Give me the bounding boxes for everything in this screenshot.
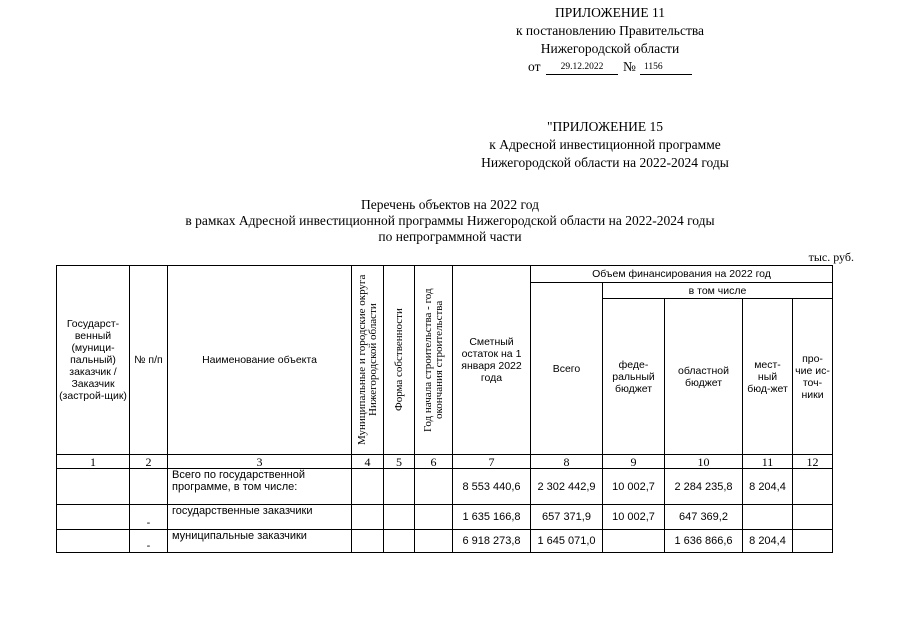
col-num: 5 [384, 455, 415, 469]
title-line-2: в рамках Адресной инвестиционной программы Нижегородской области на 2022-2024 годы [185, 213, 715, 228]
header-regional: областной бюджет [665, 299, 743, 455]
row-marker: - [130, 530, 168, 553]
col-num: 11 [743, 455, 793, 469]
row-marker: - [130, 505, 168, 530]
row-local: 8 204,4 [743, 469, 793, 505]
title-line-1: Перечень объектов на 2022 год [361, 197, 539, 212]
row-balance: 6 918 273,8 [453, 530, 531, 553]
col-num: 1 [57, 455, 130, 469]
row-regional: 2 284 235,8 [665, 469, 743, 505]
row-federal: 10 002,7 [603, 469, 665, 505]
header-local: мест-ный бюд-жет [743, 299, 793, 455]
appendix15-block [440, 118, 770, 172]
decree-date: 29.12.2022 [546, 60, 618, 75]
table-row [57, 469, 833, 505]
row-name: государственные заказчики [168, 505, 352, 530]
date-line [480, 58, 740, 76]
row-name: Всего по государственной программе, в том числе: [168, 469, 352, 505]
header-total: Всего [531, 283, 603, 455]
appendix-number: ПРИЛОЖЕНИЕ 11 [554, 5, 666, 20]
col-num: 9 [603, 455, 665, 469]
units-label: тыс. руб. [808, 250, 854, 264]
appendix15-line-2: Нижегородской области на 2022-2024 годы [481, 155, 729, 170]
col-num: 6 [415, 455, 453, 469]
col-num: 2 [130, 455, 168, 469]
number-label: № [623, 59, 636, 74]
row-other [793, 505, 833, 530]
col-num: 12 [793, 455, 833, 469]
row-total: 2 302 442,9 [531, 469, 603, 505]
from-label: от [528, 59, 541, 74]
header-federal: феде-ральный бюджет [603, 299, 665, 455]
row-balance: 1 635 166,8 [453, 505, 531, 530]
col-num: 4 [352, 455, 384, 469]
row-other [793, 530, 833, 553]
header-line-2: Нижегородской области [540, 41, 680, 56]
row-marker [130, 469, 168, 505]
row-regional: 647 369,2 [665, 505, 743, 530]
header-number: № п/п [130, 266, 168, 455]
header-other: про-чие ис-точ-ники [793, 299, 833, 455]
row-local: 8 204,4 [743, 530, 793, 553]
column-numbers-row [57, 455, 833, 469]
col-num: 8 [531, 455, 603, 469]
header-years: Год начала строительства - год окончания строительства [415, 266, 453, 455]
row-regional: 1 636 866,6 [665, 530, 743, 553]
header-object-name: Наименование объекта [168, 266, 352, 455]
decree-number: 1156 [640, 60, 692, 75]
row-other [793, 469, 833, 505]
col-num: 7 [453, 455, 531, 469]
row-balance: 8 553 440,6 [453, 469, 531, 505]
appendix15-line-1: к Адресной инвестиционной программе [489, 137, 721, 152]
header-including: в том числе [603, 283, 833, 299]
appendix15-title: "ПРИЛОЖЕНИЕ 15 [546, 119, 664, 134]
col-num: 3 [168, 455, 352, 469]
title-line-3: по непрограммной части [378, 229, 522, 244]
row-local [743, 505, 793, 530]
header-districts: Муниципальные и городские округа Нижегородской области [352, 266, 384, 455]
table-row [57, 530, 833, 553]
header-block [480, 4, 740, 76]
row-name: муниципальные заказчики [168, 530, 352, 553]
header-balance: Сметный остаток на 1 января 2022 года [453, 266, 531, 455]
document-title [90, 197, 810, 245]
header-customer: Государст-венный (муници-пальный) заказчик / Заказчик (застрой-щик) [57, 266, 130, 455]
header-financing: Объем финансирования на 2022 год [531, 266, 833, 283]
row-federal [603, 530, 665, 553]
financing-table [56, 265, 833, 553]
row-total: 1 645 071,0 [531, 530, 603, 553]
col-num: 10 [665, 455, 743, 469]
row-total: 657 371,9 [531, 505, 603, 530]
header-line-1: к постановлению Правительства [515, 23, 705, 38]
table-row [57, 505, 833, 530]
row-federal: 10 002,7 [603, 505, 665, 530]
header-ownership: Форма собственности [384, 266, 415, 455]
